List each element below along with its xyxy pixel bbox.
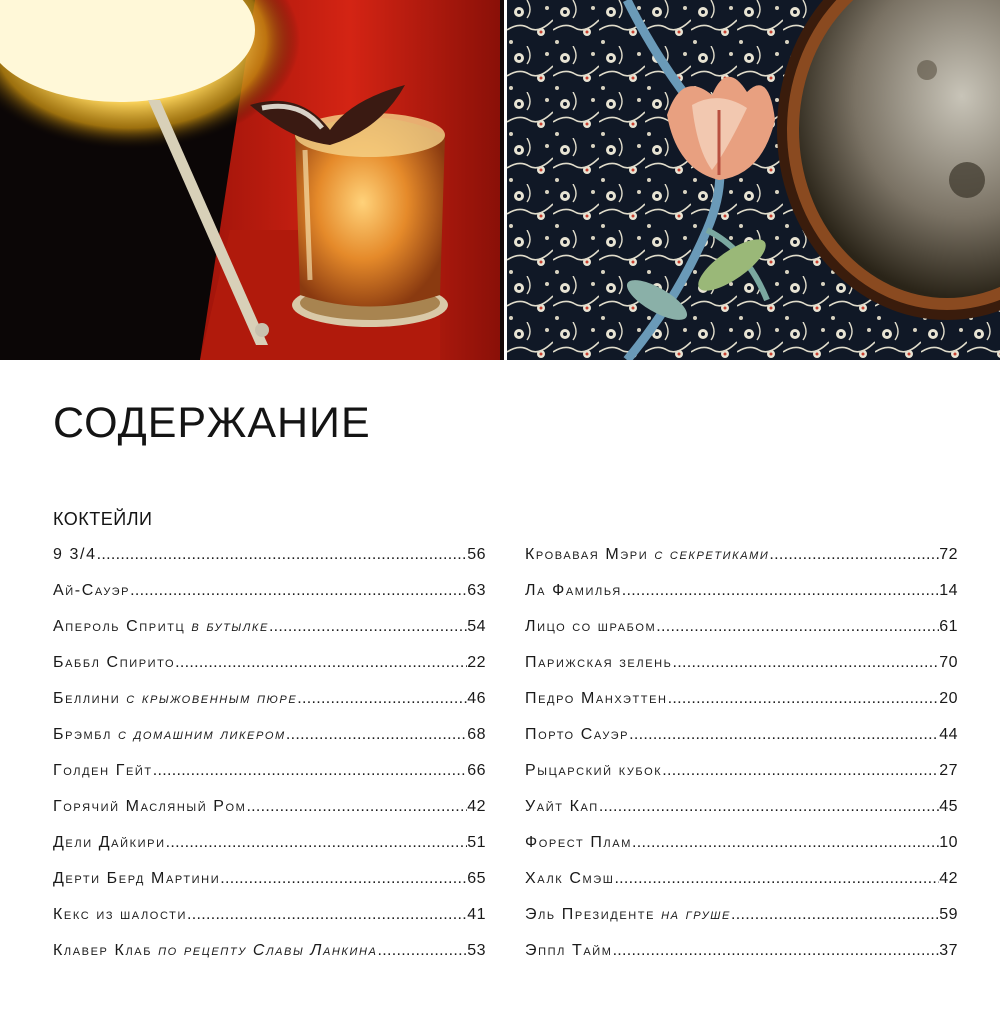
section-heading-cocktails: КОКТЕЙЛИ	[53, 509, 153, 529]
toc-entry	[53, 645, 486, 681]
toc-dot-leader	[599, 789, 939, 825]
toc-entry	[525, 717, 958, 753]
toc-entry-title	[53, 861, 220, 897]
toc-entry-title	[525, 933, 613, 969]
toc-entry	[525, 933, 958, 969]
toc-dot-leader	[153, 753, 467, 789]
toc-dot-leader	[166, 825, 468, 861]
toc-entry-title	[53, 753, 153, 789]
toc-entry	[53, 861, 486, 897]
toc-entry	[53, 933, 486, 969]
toc-entry	[53, 537, 486, 573]
toc-entry-name: 9 3/4	[53, 546, 97, 563]
toc-entry-name: Голден Гейт	[53, 762, 153, 779]
toc-dot-leader	[614, 861, 939, 897]
toc-page-number: 20	[939, 690, 958, 707]
toc-entry	[525, 753, 958, 789]
toc-dot-leader	[656, 609, 939, 645]
toc-dot-leader	[220, 861, 467, 897]
toc-entry-subtitle: на груше	[661, 906, 731, 923]
toc-page-number: 27	[939, 762, 958, 779]
toc-entry-title	[525, 573, 622, 609]
photo-strip	[0, 0, 1000, 360]
toc-entry	[53, 789, 486, 825]
toc-entry-title	[53, 537, 97, 573]
toc-page-number: 53	[467, 942, 486, 959]
toc-dot-leader	[668, 681, 940, 717]
toc-page-number: 42	[467, 798, 486, 815]
toc-entry-title	[525, 645, 673, 681]
toc-page-number: 72	[939, 546, 958, 563]
toc-entry	[525, 897, 958, 933]
toc-entry	[525, 609, 958, 645]
toc-entry	[525, 645, 958, 681]
toc-entry-title	[53, 789, 246, 825]
toc-entry-title	[525, 753, 662, 789]
toc-entry-name: Дерти Берд Мартини	[53, 870, 221, 887]
toc-page-number: 65	[467, 870, 486, 887]
toc-entry-subtitle: по рецепту Славы Ланкина	[158, 942, 378, 959]
toc-dot-leader	[622, 573, 939, 609]
toc-dot-leader	[246, 789, 467, 825]
toc-dot-leader	[613, 933, 940, 969]
toc-entry	[53, 573, 486, 609]
toc-entry-name: Горячий Масляный Ром	[53, 798, 247, 815]
toc-column-left	[53, 537, 486, 969]
toc-entry-title	[53, 897, 187, 933]
toc-entry-name: Баббл Спирито	[53, 654, 176, 671]
toc-entry	[53, 681, 486, 717]
toc-entry-name: Кекс из шалости	[53, 906, 187, 923]
toc-entry-title	[53, 609, 269, 645]
floral-wallpaper-mirror-photo	[507, 0, 1000, 360]
toc-entry-title	[525, 681, 668, 717]
toc-entry-name: Форест Плам	[525, 834, 632, 851]
toc-page-number: 56	[467, 546, 486, 563]
toc-entry	[525, 537, 958, 573]
toc-page-number: 63	[467, 582, 486, 599]
toc-page-number: 68	[467, 726, 486, 743]
toc-page-number: 37	[939, 942, 958, 959]
toc-entry	[525, 861, 958, 897]
toc-entry-title	[525, 537, 769, 573]
toc-entry-title	[53, 573, 130, 609]
toc-entry-name: Ла Фамилья	[525, 582, 622, 599]
toc-entry-name: Рыцарский кубок	[525, 762, 663, 779]
toc-dot-leader	[769, 537, 939, 573]
toc-page-number: 66	[467, 762, 486, 779]
toc-entry-name: Педро Манхэттен	[525, 690, 668, 707]
toc-entry-title	[525, 897, 731, 933]
toc-page-number: 41	[467, 906, 486, 923]
toc-entry-name: Порто Сауэр	[525, 726, 630, 743]
toc-entry	[525, 789, 958, 825]
toc-entry	[53, 825, 486, 861]
toc-entry-name: Эппл Тайм	[525, 942, 613, 959]
toc-entry-name: Беллини	[53, 690, 127, 707]
toc-entry-subtitle: в бутылке	[191, 618, 269, 635]
toc-entry-name: Кровавая Мэри	[525, 546, 655, 563]
toc-entry-title	[53, 933, 377, 969]
toc-entry-title	[525, 789, 599, 825]
toc-page-number: 42	[939, 870, 958, 887]
toc-entry-name: Клавер Клаб	[53, 942, 159, 959]
toc-entry	[525, 681, 958, 717]
toc-entry-title	[53, 825, 166, 861]
toc-entry	[53, 717, 486, 753]
toc-dot-leader	[97, 537, 468, 573]
toc-dot-leader	[629, 717, 939, 753]
toc-dot-leader	[632, 825, 939, 861]
toc-page-number: 54	[467, 618, 486, 635]
toc-entry-name: Уайт Кап	[525, 798, 599, 815]
toc-page-number: 61	[939, 618, 958, 635]
toc-entry-name: Эль Президенте	[525, 906, 662, 923]
toc-entry	[525, 573, 958, 609]
toc-dot-leader	[187, 897, 467, 933]
toc-entry-title	[525, 825, 632, 861]
toc-column-right	[525, 537, 958, 969]
toc-entry-title	[525, 609, 656, 645]
toc-page-number: 51	[467, 834, 486, 851]
toc-dot-leader	[662, 753, 939, 789]
toc-dot-leader	[175, 645, 467, 681]
toc-entry	[53, 609, 486, 645]
toc-entry-name: Ай-Сауэр	[53, 582, 131, 599]
toc-page-number: 10	[939, 834, 958, 851]
toc-dot-leader	[731, 897, 939, 933]
toc-dot-leader	[297, 681, 467, 717]
toc-page-number: 44	[939, 726, 958, 743]
toc-entry-name: Лицо со шрабом	[525, 618, 657, 635]
toc-entry	[53, 753, 486, 789]
toc-entry-subtitle: с крыжовенным пюре	[126, 690, 298, 707]
cocktail-photo	[0, 0, 504, 360]
toc-entry-subtitle: с домашним ликером	[118, 726, 286, 743]
toc-entry-subtitle: с секретиками	[654, 546, 770, 563]
toc-page-number: 46	[467, 690, 486, 707]
toc-entry-name: Дели Дайкири	[53, 834, 166, 851]
toc-dot-leader	[673, 645, 940, 681]
toc-entry	[53, 897, 486, 933]
toc-page-number: 22	[467, 654, 486, 671]
toc-entry-name: Парижская зелень	[525, 654, 673, 671]
toc-entry	[525, 825, 958, 861]
toc-page-number: 70	[939, 654, 958, 671]
page-title: СОДЕРЖАНИЕ	[53, 399, 371, 447]
toc-entry-title	[53, 645, 175, 681]
toc-dot-leader	[286, 717, 467, 753]
toc-entry-title	[525, 717, 629, 753]
toc-dot-leader	[377, 933, 467, 969]
toc-dot-leader	[130, 573, 467, 609]
toc-page-number: 45	[939, 798, 958, 815]
toc-entry-name: Апероль Спритц	[53, 618, 192, 635]
toc-entry-title	[53, 717, 286, 753]
toc-entry-name: Брэмбл	[53, 726, 118, 743]
toc-entry-name: Халк Смэш	[525, 870, 615, 887]
toc-page-number: 14	[939, 582, 958, 599]
toc-dot-leader	[269, 609, 467, 645]
toc-entry-title	[53, 681, 297, 717]
toc-page-number: 59	[939, 906, 958, 923]
toc-entry-title	[525, 861, 614, 897]
